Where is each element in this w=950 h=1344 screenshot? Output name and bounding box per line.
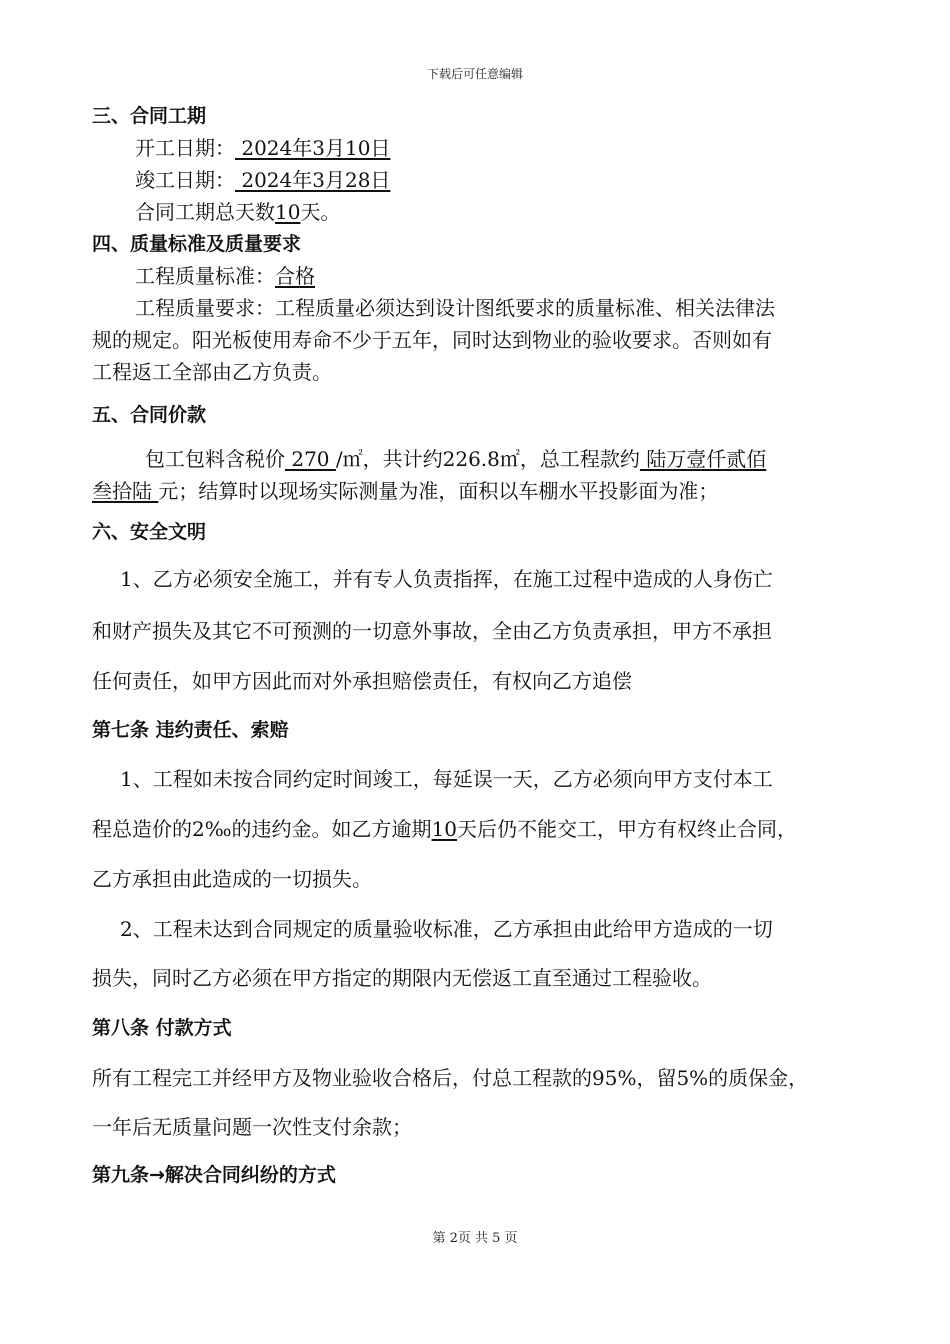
end-date-value: 2024年3月28日 bbox=[235, 168, 391, 192]
price-settlement-text: 元；结算时以现场实际测量为准，面积以车棚水平投影面为准； bbox=[158, 479, 719, 503]
breach-line-5: 损失，同时乙方必须在甲方指定的期限内无偿返工直至通过工程验收。 bbox=[92, 966, 712, 990]
quality-req-line-1: 工程质量要求：工程质量必须达到设计图纸要求的质量标准、相关法律法 bbox=[135, 296, 775, 320]
total-days-value: 10 bbox=[275, 200, 301, 224]
article-9-title: 第九条→解决合同纠纷的方式 bbox=[92, 1164, 336, 1186]
article-7-title: 第七条 违约责任、索赔 bbox=[92, 719, 289, 741]
quality-standard-line bbox=[135, 263, 315, 289]
start-date-line bbox=[135, 135, 390, 161]
safety-line-1: 1、乙方必须安全施工，并有专人负责指挥，在施工过程中造成的人身伤亡 bbox=[120, 567, 773, 591]
price-line-1 bbox=[145, 446, 766, 472]
start-date-label: 开工日期： bbox=[135, 136, 235, 160]
total-amount-value-2: 叁拾陆 bbox=[92, 479, 159, 503]
breach-penalty-text: 程总造价的2‰的违约金。如乙方逾期 bbox=[92, 817, 432, 841]
breach-line-1: 1、工程如未按合同约定时间竣工，每延误一天，乙方必须向甲方支付本工 bbox=[120, 767, 773, 791]
safety-line-2: 和财产损失及其它不可预测的一切意外事故，全由乙方负责承担，甲方不承担 bbox=[92, 619, 772, 643]
price-label: 包工包料含税价 bbox=[145, 447, 285, 471]
section-6-title: 六、安全文明 bbox=[92, 521, 207, 543]
section-5-title: 五、合同价款 bbox=[92, 404, 207, 426]
breach-line-3: 乙方承担由此造成的一切损失。 bbox=[92, 867, 372, 891]
breach-line-4: 2、工程未达到合同规定的质量验收标准，乙方承担由此给甲方造成的一切 bbox=[120, 917, 773, 941]
breach-line-2 bbox=[92, 816, 797, 842]
total-days-suffix: 天。 bbox=[300, 200, 341, 224]
section-3-title: 三、合同工期 bbox=[92, 105, 207, 127]
page-header: 下载后可任意编辑 bbox=[426, 67, 523, 81]
overdue-days-value: 10 bbox=[431, 817, 458, 841]
unit-price-value: 270 bbox=[285, 447, 336, 471]
end-date-label: 竣工日期： bbox=[135, 168, 235, 192]
payment-line-1: 所有工程完工并经甲方及物业验收合格后，付总工程款的95%，留5%的质保金， bbox=[92, 1066, 809, 1090]
total-days-line bbox=[135, 199, 340, 225]
article-8-title: 第八条 付款方式 bbox=[92, 1017, 232, 1039]
quality-standard-value: 合格 bbox=[275, 264, 315, 288]
payment-line-2: 一年后无质量问题一次性支付余款； bbox=[92, 1115, 412, 1139]
quality-req-line-2: 规的规定。阳光板使用寿命不少于五年，同时达到物业的验收要求。否则如有 bbox=[92, 328, 772, 352]
breach-terminate-text: 天后仍不能交工，甲方有权终止合同， bbox=[457, 817, 798, 841]
section-4-title: 四、质量标准及质量要求 bbox=[92, 233, 302, 255]
safety-line-3: 任何责任，如甲方因此而对外承担赔偿责任，有权向乙方追偿 bbox=[92, 669, 632, 693]
price-mid-text: /㎡，共计约226.8㎡，总工程款约 bbox=[335, 447, 640, 471]
total-days-label: 合同工期总天数 bbox=[135, 200, 275, 224]
start-date-value: 2024年3月10日 bbox=[235, 136, 391, 160]
end-date-line bbox=[135, 167, 390, 193]
page-footer: 第 2页 共 5 页 bbox=[432, 1231, 518, 1246]
quality-req-line-3: 工程返工全部由乙方负责。 bbox=[92, 360, 332, 384]
price-line-2 bbox=[92, 478, 718, 504]
quality-standard-label: 工程质量标准： bbox=[135, 264, 275, 288]
total-amount-value-1: 陆万壹仟贰佰 bbox=[639, 447, 767, 471]
